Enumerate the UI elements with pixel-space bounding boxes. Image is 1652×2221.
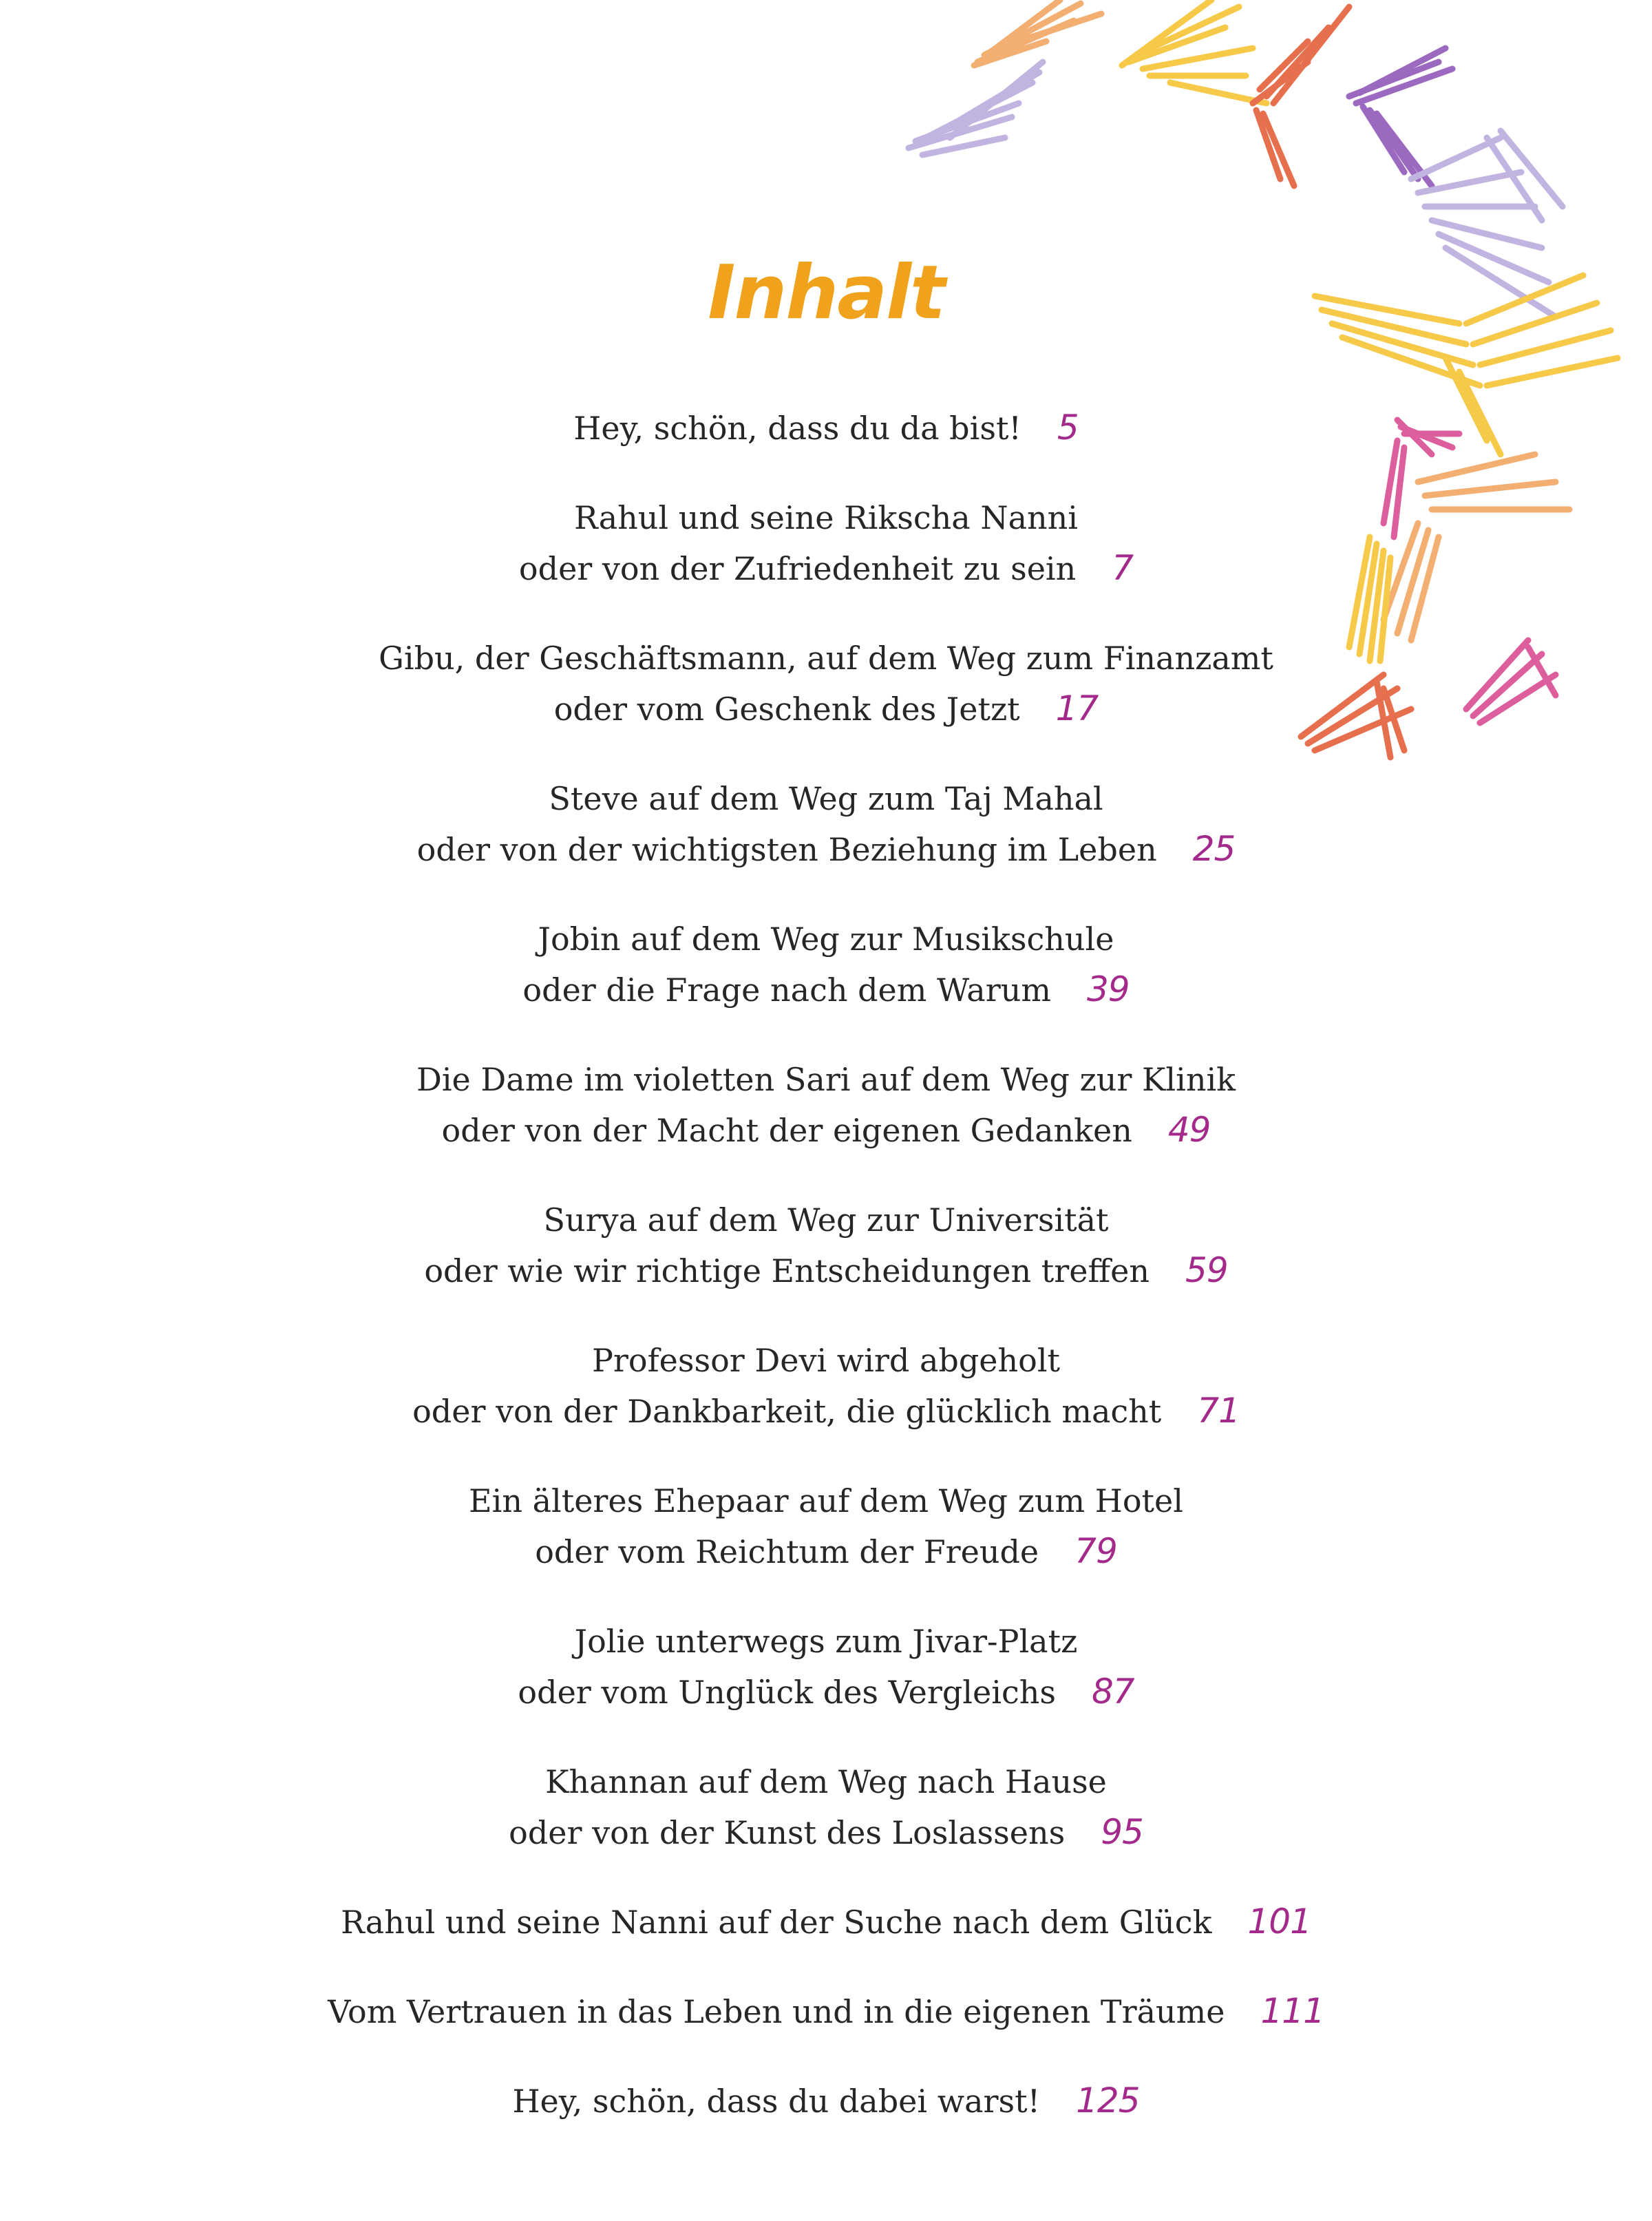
wing-yellow-1: [1122, 0, 1267, 103]
toc-entry-line: [0, 914, 1652, 965]
toc-page-number: 87: [1091, 1672, 1134, 1712]
toc-entry: [0, 773, 1652, 875]
toc-page-number: 5: [1057, 408, 1079, 448]
toc-entry: [0, 1475, 1652, 1577]
toc-entry-title: Hey, schön, dass du dabei warst!: [512, 2083, 1041, 2120]
toc-entry-title: oder die Frage nach dem Warum: [522, 971, 1051, 1009]
toc-page-number: 111: [1260, 1991, 1324, 2031]
toc-entry-line: [0, 1475, 1652, 1526]
toc-entry-title: oder von der Zufriedenheit zu sein: [518, 550, 1077, 587]
toc-entry: [0, 1054, 1652, 1156]
toc-entry-title: oder von der wichtigsten Beziehung im Leben: [416, 831, 1157, 868]
toc-entry-title: Vom Vertrauen in das Leben und in die eigenen Träume: [328, 1993, 1225, 2030]
toc-entry-title: Rahul und seine Rikscha Nanni: [574, 499, 1078, 536]
toc-entry-title: Jolie unterwegs zum Jivar-Platz: [574, 1623, 1078, 1660]
toc-entry-title: oder von der Kunst des Loslassens: [509, 1814, 1066, 1851]
toc-entry-title: Hey, schön, dass du da bist!: [573, 410, 1021, 447]
toc-page-number: 101: [1247, 1902, 1311, 1941]
toc-entry-title: Professor Devi wird abgeholt: [591, 1342, 1061, 1379]
toc-entry-line: [0, 1616, 1652, 1667]
toc-entry: [0, 914, 1652, 1015]
toc-entry-title: Die Dame im violetten Sari auf dem Weg zur Klinik: [416, 1061, 1236, 1098]
toc-entry-line: [0, 1756, 1652, 1807]
toc-page-number: 49: [1167, 1110, 1211, 1150]
toc-entry-line: [0, 1526, 1652, 1577]
toc-entry: [0, 1335, 1652, 1437]
toc-entry-title: oder vom Unglück des Vergleichs: [518, 1674, 1056, 1711]
table-of-contents: [0, 403, 1652, 2165]
toc-entry-title: Khannan auf dem Weg nach Hause: [545, 1763, 1107, 1800]
toc-entry: [0, 2076, 1652, 2127]
toc-entry-line: [0, 1667, 1652, 1718]
toc-entry-title: oder von der Macht der eigenen Gedanken: [441, 1112, 1132, 1149]
toc-entry: [0, 1616, 1652, 1718]
toc-page-number: 125: [1076, 2081, 1140, 2120]
toc-page-number: 79: [1074, 1531, 1117, 1571]
toc-entry-title: Ein älteres Ehepaar auf dem Weg zum Hotel: [469, 1482, 1183, 1519]
toc-entry: [0, 1194, 1652, 1296]
toc-entry-line: [0, 1105, 1652, 1156]
toc-entry: [0, 1897, 1652, 1948]
toc-entry-line: [0, 1054, 1652, 1105]
toc-entry-line: [0, 684, 1652, 735]
toc-entry-line: [0, 403, 1652, 454]
toc-page-number: 7: [1112, 548, 1134, 588]
wing-red-1: [1253, 7, 1349, 186]
toc-entry: [0, 492, 1652, 594]
toc-entry: [0, 633, 1652, 735]
toc-entry-line: [0, 1335, 1652, 1386]
wing-lavender-1: [909, 62, 1043, 155]
toc-page-number: 25: [1192, 829, 1236, 869]
toc-page-number: 71: [1197, 1391, 1240, 1431]
toc-entry-title: oder von der Dankbarkeit, die glücklich macht: [412, 1393, 1162, 1430]
toc-entry-line: [0, 633, 1652, 684]
toc-entry-title: oder wie wir richtige Entscheidungen treffen: [424, 1252, 1150, 1290]
page-title: Inhalt: [708, 250, 944, 337]
toc-entry-title: Rahul und seine Nanni auf der Suche nach dem Glück: [341, 1904, 1212, 1941]
toc-page-number: 59: [1185, 1250, 1228, 1290]
toc-entry-title: Jobin auf dem Weg zur Musikschule: [538, 920, 1114, 958]
toc-page-number: 17: [1055, 688, 1099, 728]
toc-entry-line: [0, 773, 1652, 824]
toc-entry-title: Steve auf dem Weg zum Taj Mahal: [549, 780, 1103, 817]
toc-page-number: 39: [1086, 969, 1130, 1009]
toc-entry-line: [0, 1986, 1652, 2037]
toc-page-number: 95: [1101, 1812, 1143, 1852]
toc-entry-title: oder vom Reichtum der Freude: [535, 1533, 1039, 1570]
toc-entry-title: oder vom Geschenk des Jetzt: [553, 691, 1020, 728]
toc-entry-line: [0, 965, 1652, 1015]
toc-entry: [0, 403, 1652, 454]
toc-entry-line: [0, 1897, 1652, 1948]
toc-entry: [0, 1756, 1652, 1858]
toc-entry-line: [0, 2076, 1652, 2127]
toc-entry-line: [0, 1807, 1652, 1858]
wing-orange-1: [974, 0, 1101, 65]
toc-entry-line: [0, 1245, 1652, 1296]
toc-entry: [0, 1986, 1652, 2037]
toc-entry-line: [0, 492, 1652, 543]
toc-entry-line: [0, 1386, 1652, 1437]
toc-entry-title: Gibu, der Geschäftsmann, auf dem Weg zum Finanzamt: [379, 640, 1273, 677]
toc-entry-title: Surya auf dem Weg zur Universität: [543, 1201, 1109, 1239]
toc-entry-line: [0, 543, 1652, 594]
toc-entry-line: [0, 1194, 1652, 1245]
toc-entry-line: [0, 824, 1652, 875]
